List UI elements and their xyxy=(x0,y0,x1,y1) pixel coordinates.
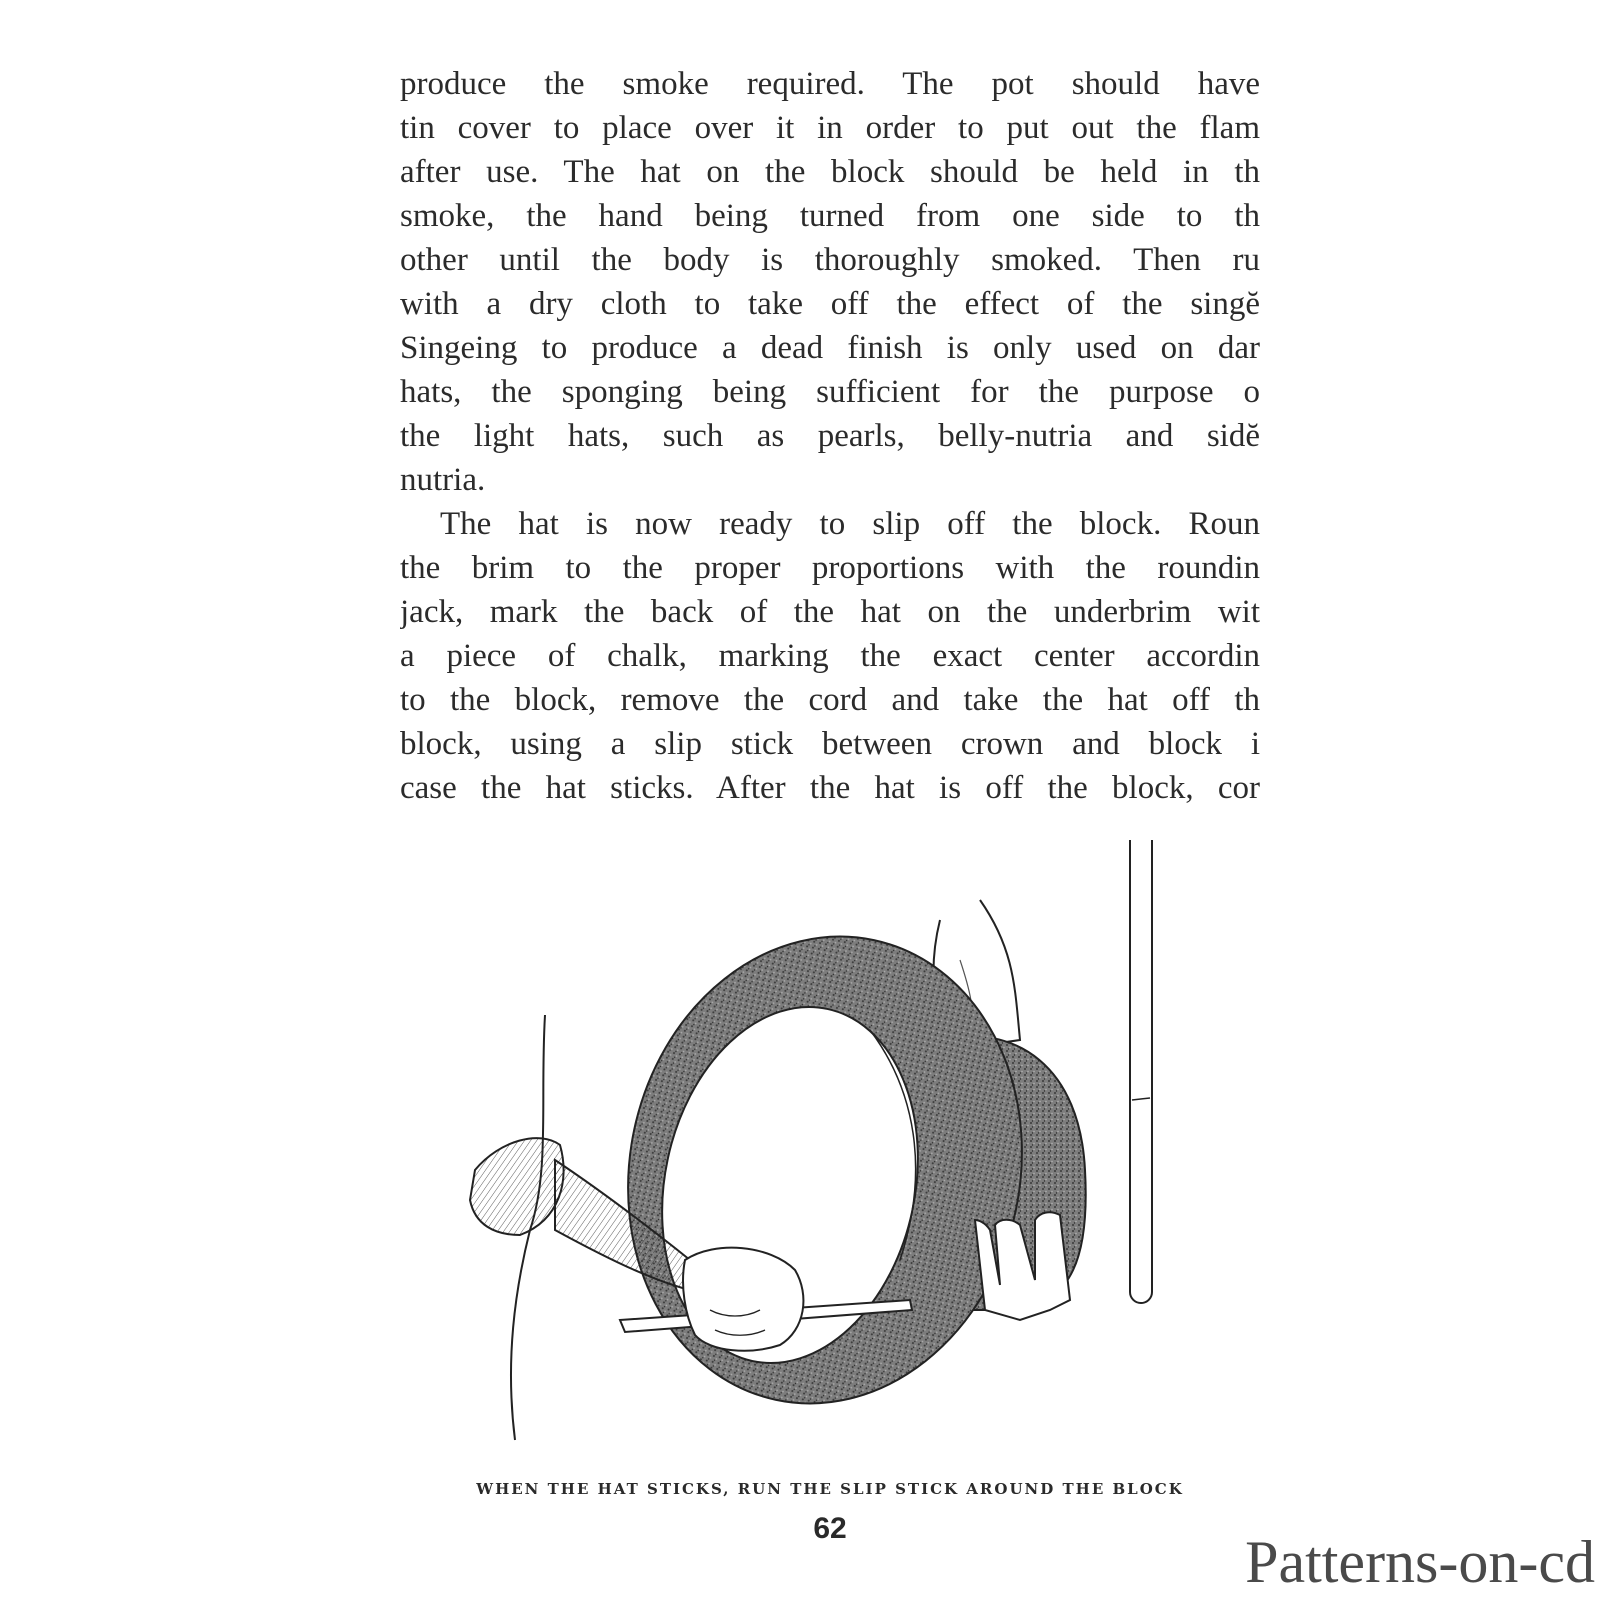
text-line: a piece of chalk, marking the exact center accordin xyxy=(400,638,1260,674)
slip-stick-standing xyxy=(1130,840,1152,1303)
hat-illustration xyxy=(460,840,1220,1480)
text-line: smoke, the hand being turned from one side to th xyxy=(400,198,1260,234)
text-line: block, using a slip stick between crown and block i xyxy=(400,726,1260,762)
text-line: the brim to the proper proportions with the roundin xyxy=(400,550,1260,586)
page-number: 62 xyxy=(813,1512,847,1545)
text-line: after use. The hat on the block should be held in th xyxy=(400,154,1260,190)
figure-caption: WHEN THE HAT STICKS, RUN THE SLIP STICK AROUND THE BLOCK xyxy=(476,1480,1184,1498)
text-line: to the block, remove the cord and take the hat off th xyxy=(400,682,1260,718)
watermark-text: Patterns-on-cd xyxy=(1245,1529,1595,1595)
text-line: The hat is now ready to slip off the block. Roun xyxy=(440,506,1260,542)
text-line: other until the body is thoroughly smoked. Then ru xyxy=(400,242,1260,278)
sleeve-cuff xyxy=(470,1138,564,1235)
text-line: case the hat sticks. After the hat is off the block, cor xyxy=(400,770,1260,806)
text-line: jack, mark the back of the hat on the underbrim wit xyxy=(400,594,1260,630)
body-text xyxy=(400,62,1260,810)
text-line: with a dry cloth to take off the effect of the singĕ xyxy=(400,286,1260,322)
text-line: hats, the sponging being sufficient for the purpose o xyxy=(400,374,1260,410)
text-line: nutria. xyxy=(400,462,486,498)
text-line: the light hats, such as pearls, belly-nutria and sidĕ xyxy=(400,418,1260,454)
text-line: tin cover to place over it in order to put out the flam xyxy=(400,110,1260,146)
text-line: Singeing to produce a dead finish is only used on dar xyxy=(400,330,1260,366)
text-line: produce the smoke required. The pot should have xyxy=(400,66,1260,102)
